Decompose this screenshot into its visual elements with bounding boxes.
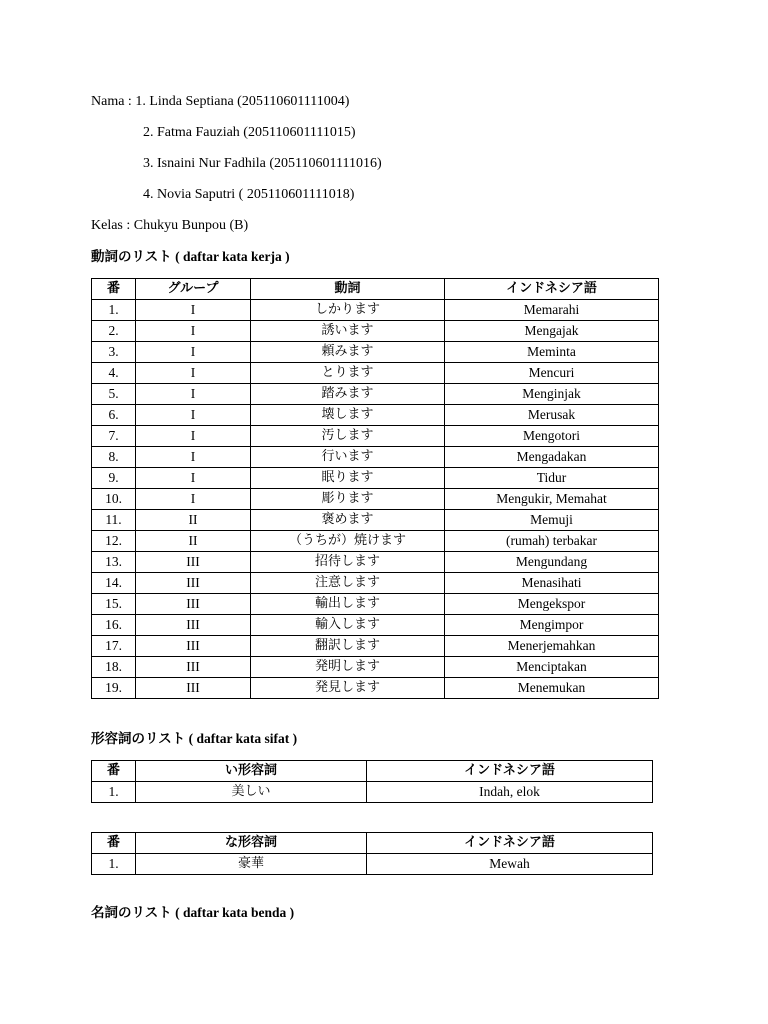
verb-word: 翻訳します bbox=[251, 636, 445, 657]
indonesian-meaning: Memarahi bbox=[445, 300, 659, 321]
na-adjective-word: 豪華 bbox=[136, 854, 367, 875]
verb-group: I bbox=[136, 363, 251, 384]
verb-word: 褒めます bbox=[251, 510, 445, 531]
indonesian-meaning: Menerjemahkan bbox=[445, 636, 659, 657]
indonesian-meaning: Meminta bbox=[445, 342, 659, 363]
indonesian-meaning: Mewah bbox=[367, 854, 653, 875]
indonesian-meaning: (rumah) terbakar bbox=[445, 531, 659, 552]
table-row bbox=[92, 489, 659, 510]
verb-word: 輸入します bbox=[251, 615, 445, 636]
row-number: 10. bbox=[92, 489, 136, 510]
table-row bbox=[92, 854, 653, 875]
table-row bbox=[92, 782, 653, 803]
table-row bbox=[92, 426, 659, 447]
col-number-header: 番 bbox=[92, 279, 136, 300]
table-row bbox=[92, 384, 659, 405]
table-row bbox=[92, 342, 659, 363]
indonesian-meaning: Mencuri bbox=[445, 363, 659, 384]
row-number: 9. bbox=[92, 468, 136, 489]
table-row bbox=[92, 678, 659, 699]
table-row bbox=[92, 510, 659, 531]
verb-heading-id: ( daftar kata kerja ) bbox=[171, 249, 290, 264]
col-indonesian-header: インドネシア語 bbox=[445, 279, 659, 300]
verb-group: III bbox=[136, 636, 251, 657]
verb-word: 眠ります bbox=[251, 468, 445, 489]
row-number: 19. bbox=[92, 678, 136, 699]
row-number: 16. bbox=[92, 615, 136, 636]
verb-word: 発明します bbox=[251, 657, 445, 678]
indonesian-meaning: Menginjak bbox=[445, 384, 659, 405]
adjective-list-heading bbox=[91, 730, 297, 748]
col-group-header: グループ bbox=[136, 279, 251, 300]
verb-list-heading bbox=[91, 248, 290, 266]
verb-group: III bbox=[136, 552, 251, 573]
table-row bbox=[92, 657, 659, 678]
indonesian-meaning: Menciptakan bbox=[445, 657, 659, 678]
member-4-line: 4. Novia Saputri ( 205110601111018) bbox=[143, 187, 355, 202]
indonesian-meaning: Menemukan bbox=[445, 678, 659, 699]
na-adjective-table bbox=[91, 832, 653, 875]
col-number-header: 番 bbox=[92, 761, 136, 782]
verb-group: I bbox=[136, 468, 251, 489]
indonesian-meaning: Memuji bbox=[445, 510, 659, 531]
verb-word: しかります bbox=[251, 300, 445, 321]
verb-group: I bbox=[136, 426, 251, 447]
row-number: 4. bbox=[92, 363, 136, 384]
table-row bbox=[92, 447, 659, 468]
verb-group: III bbox=[136, 678, 251, 699]
member-2-line: 2. Fatma Fauziah (205110601111015) bbox=[143, 125, 356, 140]
row-number: 6. bbox=[92, 405, 136, 426]
i-adjective-table-header bbox=[92, 761, 653, 782]
adjective-heading-jp: 形容詞のリスト bbox=[91, 731, 186, 747]
row-number: 12. bbox=[92, 531, 136, 552]
col-i-adjective-header: い形容詞 bbox=[136, 761, 367, 782]
verb-word: 踏みます bbox=[251, 384, 445, 405]
table-row bbox=[92, 363, 659, 384]
indonesian-meaning: Mengukir, Memahat bbox=[445, 489, 659, 510]
table-row bbox=[92, 321, 659, 342]
table-row bbox=[92, 552, 659, 573]
indonesian-meaning: Mengekspor bbox=[445, 594, 659, 615]
verb-word: （うちが）焼けます bbox=[251, 531, 445, 552]
table-row bbox=[92, 573, 659, 594]
col-number-header: 番 bbox=[92, 833, 136, 854]
verb-group: III bbox=[136, 657, 251, 678]
verb-group: III bbox=[136, 615, 251, 636]
indonesian-meaning: Mengajak bbox=[445, 321, 659, 342]
row-number: 18. bbox=[92, 657, 136, 678]
col-verb-header: 動詞 bbox=[251, 279, 445, 300]
indonesian-meaning: Mengotori bbox=[445, 426, 659, 447]
table-row bbox=[92, 636, 659, 657]
class-line: Kelas : Chukyu Bunpou (B) bbox=[91, 218, 249, 233]
col-indonesian-header: インドネシア語 bbox=[367, 833, 653, 854]
row-number: 17. bbox=[92, 636, 136, 657]
noun-heading-jp: 名詞のリスト bbox=[91, 905, 172, 921]
row-number: 11. bbox=[92, 510, 136, 531]
row-number: 14. bbox=[92, 573, 136, 594]
table-row bbox=[92, 594, 659, 615]
col-indonesian-header: インドネシア語 bbox=[367, 761, 653, 782]
row-number: 1. bbox=[92, 300, 136, 321]
verb-word: 発見します bbox=[251, 678, 445, 699]
i-adjective-word: 美しい bbox=[136, 782, 367, 803]
indonesian-meaning: Mengimpor bbox=[445, 615, 659, 636]
verb-group: III bbox=[136, 594, 251, 615]
table-row bbox=[92, 615, 659, 636]
row-number: 1. bbox=[92, 782, 136, 803]
verb-group: I bbox=[136, 405, 251, 426]
noun-heading-id: ( daftar kata benda ) bbox=[171, 905, 295, 920]
row-number: 7. bbox=[92, 426, 136, 447]
na-adjective-table-header bbox=[92, 833, 653, 854]
verb-word: 壊します bbox=[251, 405, 445, 426]
verb-group: II bbox=[136, 531, 251, 552]
verb-word: 招待します bbox=[251, 552, 445, 573]
row-number: 1. bbox=[92, 854, 136, 875]
verb-group: I bbox=[136, 384, 251, 405]
verb-group: III bbox=[136, 573, 251, 594]
member-1-line: Nama : 1. Linda Septiana (205110601111004) bbox=[91, 94, 350, 109]
member-3-line: 3. Isnaini Nur Fadhila (205110601111016) bbox=[143, 156, 382, 171]
verb-word: 輸出します bbox=[251, 594, 445, 615]
verb-heading-jp: 動詞のリスト bbox=[91, 249, 172, 265]
indonesian-meaning: Merusak bbox=[445, 405, 659, 426]
verb-group: I bbox=[136, 321, 251, 342]
table-row bbox=[92, 468, 659, 489]
row-number: 2. bbox=[92, 321, 136, 342]
verb-group: II bbox=[136, 510, 251, 531]
verb-group: I bbox=[136, 447, 251, 468]
table-row bbox=[92, 405, 659, 426]
indonesian-meaning: Mengadakan bbox=[445, 447, 659, 468]
i-adjective-table bbox=[91, 760, 653, 803]
row-number: 3. bbox=[92, 342, 136, 363]
verb-word: 行います bbox=[251, 447, 445, 468]
verb-word: とります bbox=[251, 363, 445, 384]
verb-word: 誘います bbox=[251, 321, 445, 342]
indonesian-meaning: Menasihati bbox=[445, 573, 659, 594]
row-number: 5. bbox=[92, 384, 136, 405]
indonesian-meaning: Mengundang bbox=[445, 552, 659, 573]
adjective-heading-id: ( daftar kata sifat ) bbox=[185, 731, 298, 746]
verb-word: 汚します bbox=[251, 426, 445, 447]
verb-word: 注意します bbox=[251, 573, 445, 594]
col-na-adjective-header: な形容詞 bbox=[136, 833, 367, 854]
noun-list-heading bbox=[91, 904, 294, 922]
indonesian-meaning: Tidur bbox=[445, 468, 659, 489]
verb-table bbox=[91, 278, 659, 699]
row-number: 13. bbox=[92, 552, 136, 573]
table-row bbox=[92, 300, 659, 321]
verb-group: I bbox=[136, 342, 251, 363]
indonesian-meaning: Indah, elok bbox=[367, 782, 653, 803]
table-row bbox=[92, 531, 659, 552]
verb-word: 彫ります bbox=[251, 489, 445, 510]
verb-table-header bbox=[92, 279, 659, 300]
row-number: 15. bbox=[92, 594, 136, 615]
verb-group: I bbox=[136, 300, 251, 321]
row-number: 8. bbox=[92, 447, 136, 468]
verb-group: I bbox=[136, 489, 251, 510]
verb-word: 頼みます bbox=[251, 342, 445, 363]
